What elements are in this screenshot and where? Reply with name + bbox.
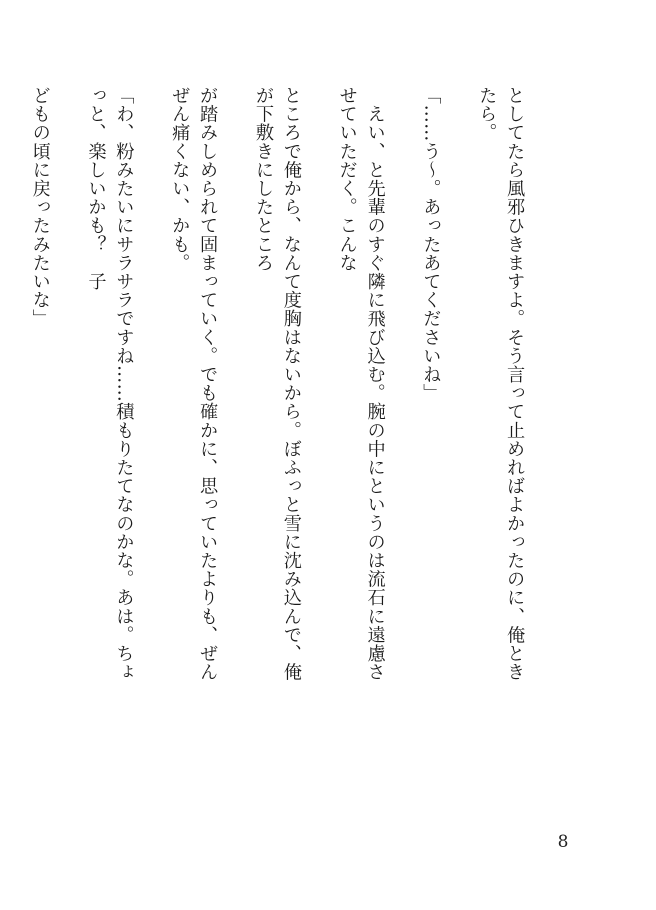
text-line: どもの頃に戻ったみたいな」 bbox=[29, 86, 51, 328]
vertical-text-body bbox=[29, 86, 556, 686]
text-line: 「わ、粉みたいにサラサラですね……積もりたてなのかな。あは。ちょっと、楽しいかも？ 子 bbox=[85, 86, 135, 682]
text-line: としてたら風邪ひきますよ。そう言って止めればよかったのに、俺ときたら。 bbox=[476, 86, 526, 682]
text-line: 「……う～。あったあてくださいね」 bbox=[420, 86, 442, 403]
text-line: えい、と先輩のすぐ隣に飛び込む。腕の中にというのは流石に遠慮させていただく。こんな bbox=[336, 86, 386, 682]
text-line: ところで俺から、なんて度胸はないから。ぼふっと雪に沈み込んで、俺が下敷きにしたところ bbox=[252, 86, 302, 682]
page-number: 8 bbox=[557, 832, 569, 852]
text-line: が踏みしめられて固まっていく。でも確かに、思っていたよりも、ぜんぜん痛くない、かも。 bbox=[169, 86, 219, 682]
